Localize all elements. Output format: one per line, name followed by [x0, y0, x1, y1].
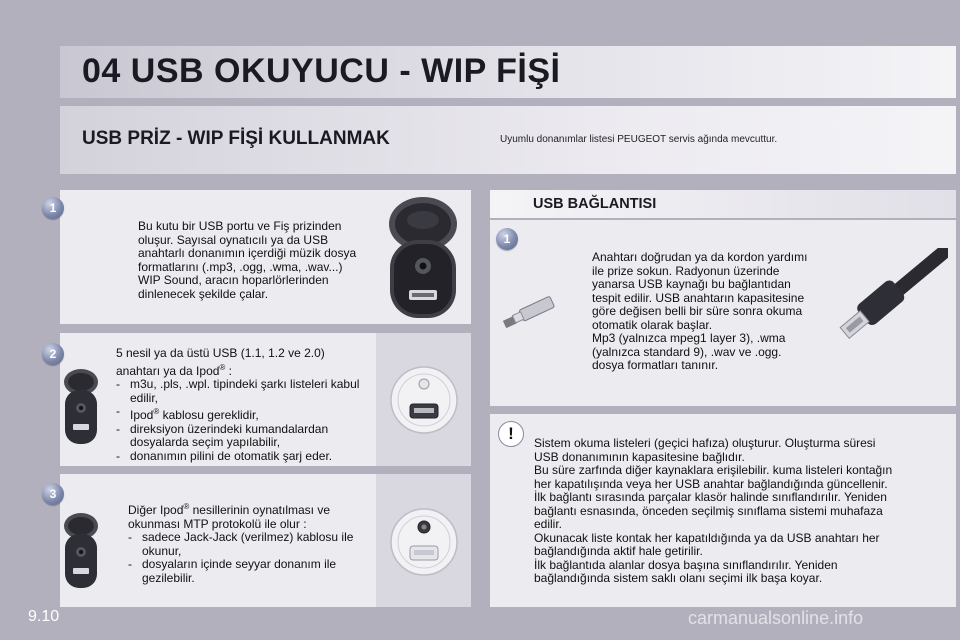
warning-line: Sistem okuma listeleri (geçici hafıza) oluşturur. Oluşturma süresi: [534, 436, 876, 450]
step3-intro-line-2: okunması MTP protokolü ile olur :: [128, 516, 307, 531]
warning-line: bağlandığında sistem saklı olanı seçimi ilk başa koyar.: [534, 571, 823, 585]
usb-step1-line: Anahtarı doğrudan ya da kordon yardımı: [592, 250, 808, 264]
step3-bullet-list: [128, 531, 374, 585]
usb-socket-closed-illustration: [62, 368, 100, 446]
watermark: carmanualsonline.info: [688, 608, 864, 628]
warning-line: bağlandığında aktif hale getirilir.: [534, 544, 703, 558]
warning-line: bağlantı esnasında, önceden seçilmiş sınıflama sistemi muhafaza: [534, 503, 883, 518]
step3-intro-text: nesillerinin oynatılması ve: [189, 503, 331, 517]
warning-line: USB donanımının kapasitesine bağlıdır.: [534, 449, 745, 464]
usb-step1-text: [592, 251, 832, 373]
usb-socket-open-illustration: [382, 194, 464, 322]
step2-intro-text: anahtarı ya da Ipod: [116, 363, 220, 378]
warning-text: [534, 437, 934, 586]
usb-step1-line: tespit edilir. USB anahtarın kapasitesine: [592, 290, 805, 305]
jack-port-highlight-illustration: [388, 506, 460, 578]
step2-bullet: - direksiyon üzerindeki kumandalardan dosyalarda seçim yapılabilir,: [116, 423, 374, 450]
step1-line: Bu kutu bir USB portu ve Fiş prizinden: [138, 219, 342, 233]
step2-bullet: [116, 405, 374, 423]
page-title: 04 USB OKUYUCU - WIP FİŞİ: [82, 52, 561, 90]
step1-text: [138, 220, 378, 301]
step3-text: [128, 500, 374, 585]
usb-socket-closed-illustration: [62, 512, 100, 590]
step1-line: WIP Sound, aracın hoparlörlerinden: [138, 273, 329, 287]
step2-bullet-list: [116, 378, 374, 463]
step3-intro-line: [128, 500, 374, 518]
registered-mark: ®: [219, 362, 226, 372]
step2-intro-line: 5 nesil ya da üstü USB (1.1, 1.2 ve 2.0): [116, 346, 325, 360]
step1-line: oluşur. Sayısal oynatıcılı ya da USB: [138, 232, 329, 247]
step3-intro-text: Diğer Ipod: [128, 503, 184, 517]
usb-step1-line: otomatik olarak başlar.: [592, 317, 713, 332]
warning-icon: !: [498, 421, 524, 447]
usb-step1-line: Mp3 (yalnızca mpeg1 layer 3), .wma: [592, 331, 786, 345]
usb-step1-line: yanarsa USB kaynağı bu bağlantıdan: [592, 277, 791, 291]
usb-step1-number-badge: 1: [496, 228, 518, 250]
warning-line: edilir.: [534, 517, 563, 531]
usb-step1-line: (yalnızca standard 9), .wav ve .ogg.: [592, 344, 782, 359]
usb-cable-illustration: [836, 248, 948, 354]
warning-line: Bu süre zarfında diğer kaynaklara erişilebilir. kuma listeleri kontağın: [534, 463, 893, 477]
step2-bullet-text: kablosu gereklidir,: [159, 408, 259, 422]
step2-bullet-text: Ipod: [130, 408, 154, 422]
page-number: 9.10: [28, 608, 60, 625]
step2-number-badge: 2: [42, 343, 64, 365]
step1-line: anahtarlı donanımın içerdiği müzik dosya: [138, 246, 357, 260]
step3-number-badge: 3: [42, 483, 64, 505]
section-subtitle: USB PRİZ - WIP FİŞİ KULLANMAK: [82, 128, 390, 149]
usb-step1-line: göre değisen belli bir süre sonra okuma: [592, 304, 803, 318]
step1-line: dinlenecek şekilde çalar.: [138, 286, 269, 301]
step3-bullet: - sadece Jack-Jack (verilmez) kablosu ile okunur,: [128, 531, 374, 558]
registered-mark: ®: [183, 502, 190, 511]
step2-text: [116, 347, 374, 463]
step1-number-badge: 1: [42, 197, 64, 219]
step2-intro-line-2: [116, 361, 374, 379]
step2-intro-colon: :: [225, 363, 232, 378]
warning-line: Okunacak liste kontak her kapatıldığında ya da USB anahtarı her: [534, 530, 880, 545]
step3-bullet: - dosyaların içinde seyyar donanım ile gezilebilir.: [128, 558, 374, 585]
usb-port-highlight-illustration: [388, 364, 460, 436]
usb-step1-line: dosya formatları tanınır.: [592, 358, 719, 372]
step2-bullet: - m3u, .pls, .wpl. tipindeki şarkı listeleri kabul edilir,: [116, 378, 374, 405]
usb-connection-title: USB BAĞLANTISI: [533, 196, 657, 212]
usb-step1-line: ile prize sokun. Radyonun üzerinde: [592, 263, 780, 278]
warning-line: İlk bağlantı sırasında parçalar klasör halinde sınıflandırılır. Yeniden: [534, 490, 887, 504]
warning-line: her kapatılışında veya her USB anahtar bağlandığında güncellenir.: [534, 476, 888, 491]
step2-bullet: - donanımın pilini de otomatik şarj eder.: [116, 450, 374, 464]
warning-line: İlk bağlantıda alanlar dosya başına sınıflandırılır. Yeniden: [534, 557, 838, 572]
compatibility-note: Uyumlu donanımlar listesi PEUGEOT servis ağında mevcuttur.: [500, 134, 778, 145]
usb-stick-illustration: [500, 292, 560, 332]
registered-mark: ®: [153, 407, 160, 416]
step1-line: formatlarını (.mp3, .ogg, .wma, .wav...): [138, 259, 343, 274]
